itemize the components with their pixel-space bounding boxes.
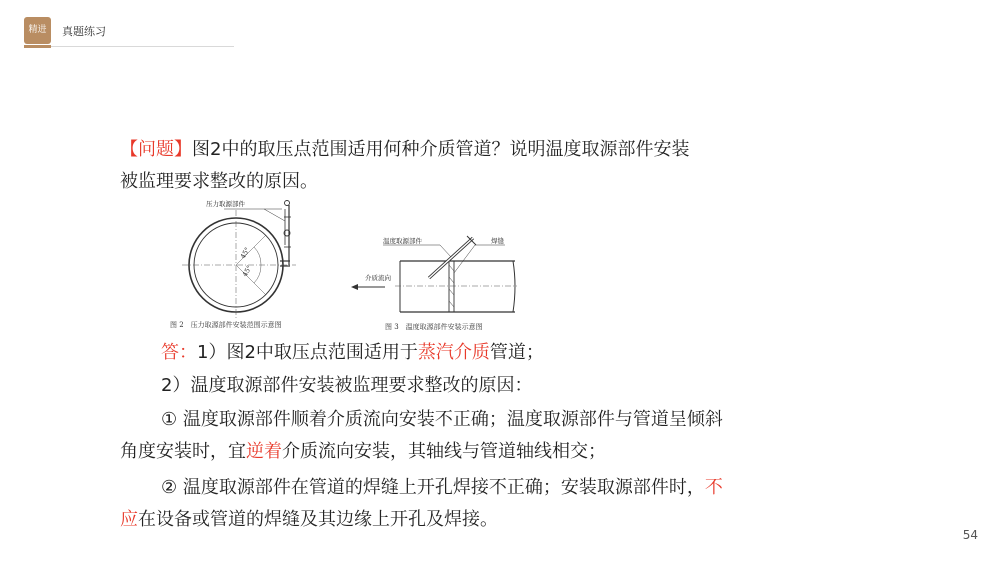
figure-3-label-weld: 焊缝 [491,237,504,245]
reason-1-highlight: 逆着 [246,441,282,462]
answer-prefix: 答： [161,342,197,363]
reason-2-text: ② 温度取源部件在管道的焊缝上开孔焊接不正确；安装取源部件时， [161,477,705,498]
reason-2-text-end: 在设备或管道的焊缝及其边缘上开孔及焊接。 [138,509,498,530]
reason-2-highlight-1: 不 [704,477,723,498]
figure-2-pressure-diagram [168,195,328,335]
answer-1-text: 1）图2中取压点范围适用于 [197,342,418,363]
slide-header [24,17,234,49]
header-accent-bar [24,45,51,48]
reason-1-line-1 [161,405,861,435]
reason-2-line-1 [161,473,861,503]
reason-1-text: ① 温度取源部件顺着介质流向安装不正确；温度取源部件与管道呈倾斜 [161,409,723,430]
question-text-1: 图2中的取压点范围适用何种介质管道？说明温度取源部件安装 [192,139,690,160]
answer-line-2 [161,371,861,401]
header-divider [24,46,234,47]
figure-3-temperature-diagram [345,235,520,335]
question-tag: 【问题】 [120,139,192,160]
question-line-2 [120,167,820,197]
reason-2-line-2 [120,505,820,535]
figure-3-label-flow: 介质流向 [365,274,391,282]
figure-2-caption: 图 2 压力取源部件安装范围示意图 [170,321,282,329]
section-badge: 精进 [24,17,51,44]
answer-line-1 [161,338,861,368]
question-line-1 [120,135,820,165]
figure-2-label-pressure-sensor: 压力取源部件 [206,200,245,208]
figure-3-label-temperature-sensor: 温度取源部件 [383,237,422,245]
answer-1-highlight: 蒸汽介质 [417,342,490,363]
reason-1-line-2 [120,437,820,467]
answer-1-suffix: 管道； [489,342,544,363]
section-title: 真题练习 [62,25,106,38]
reason-2-highlight-2: 应 [120,509,138,530]
reason-1-text-cont: 角度安装时，宜 [120,441,246,462]
figure-3-caption: 图 3 温度取源部件安装示意图 [385,323,483,331]
reason-1-text-end: 介质流向安装，其轴线与管道轴线相交； [282,441,606,462]
figure-2-angle-1: 45° [238,246,252,260]
figure-2-svg [168,195,328,335]
page-number: 54 [962,528,978,542]
figure-2-angle-2: 45° [240,264,254,278]
figure-3-svg [345,235,520,335]
answer-2-text: 2）温度取源部件安装被监理要求整改的原因： [161,375,533,396]
question-text-2: 被监理要求整改的原因。 [120,171,318,192]
